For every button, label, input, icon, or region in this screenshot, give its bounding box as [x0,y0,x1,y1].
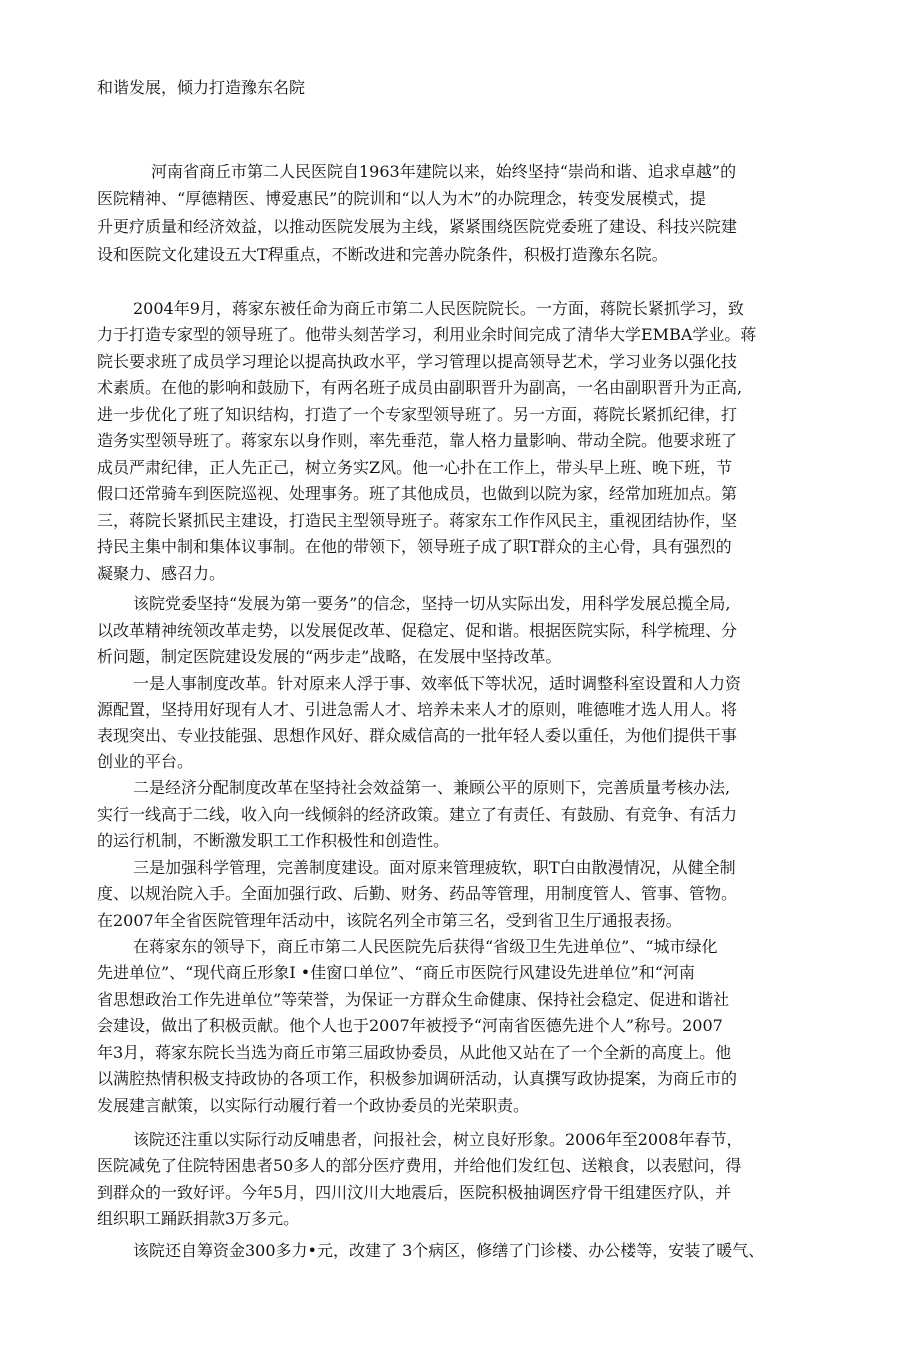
body-line: 析问题，制定医院建设发展的“两步走”战略，在发展中坚持改革。 [97,647,562,666]
body-line: 省思想政治工作先进单位”等荣誉，为保证一方群众生命健康、保持社会稳定、促进和谐社 [97,990,730,1009]
body-line: 2004年9月，蒋家东被任命为商丘市第二人民医院院长。一方面，蒋院长紧抓学习，致 [133,299,744,318]
body-line: 的运行机制，不断激发职工工作积极性和创造性。 [97,831,450,850]
body-line: 在2007年全省医院管理年活动中，该院名列全市第三名，受到省卫生厅通报表扬。 [97,911,682,930]
body-line: 先进单位”、“现代商丘形象I •佳窗口单位”、“商丘市医院行风建设先进单位”和“河南 [97,963,695,982]
body-line: 三，蒋院长紧抓民主建设，打造民主型领导班子。蒋家东工作作风民主，重视团结协作，坚 [97,511,738,530]
body-line: 进一步优化了班了知识结构，打造了一个专家型领导班了。另一方面，蒋院长紧抓纪律，打 [97,405,738,424]
body-line: 年3月，蒋家东院长当选为商丘市第三届政协委员，从此他又站在了一个全新的高度上。他 [97,1043,732,1062]
body-line: 升更疗质量和经济效益，以推动医院发展为主线，紧紧围绕医院党委班了建设、科技兴院建 [97,217,738,236]
body-line: 以改革精神统领改革走势，以发展促改革、促稳定、促和谐。根据医院实际，科学梳理、分 [97,621,738,640]
body-line: 表现突出、专业技能强、思想作风好、群众威信高的一批年轻人委以重任，为他们提供干事 [97,726,738,745]
body-line: 该院还自筹资金300多力•元，改建了 3个病区，修缮了门诊楼、办公楼等，安装了暖气、 [133,1241,765,1260]
body-line: 院长要求班了成员学习理论以提高执政水平，学习管理以提高领导艺术，学习业务以强化技 [97,352,738,371]
body-line: 医院减免了住院特困患者50多人的部分医疗费用，并给他们发红包、送粮食，以表慰问，得 [97,1156,742,1175]
body-line: 组织职工踊跃捐款3万多元。 [97,1209,300,1228]
body-line: 凝聚力、感召力。 [97,564,226,583]
body-line: 三是加强科学管理，完善制度建设。面对原来管理疲软，职T白由散漫情况，从健全制 [133,858,736,877]
body-line: 医院精神、“厚德精医、博爱惠民”的院训和“以人为木”的办院理念，转变发展模式，提 [97,189,706,208]
body-line: 源配置，坚持用好现有人才、引进急需人才、培养未来人才的原则，唯德唯才选人用人。将 [97,700,738,719]
body-line: 术素质。在他的影响和鼓励下，有两名班子成员由副职晋升为副高，一名由副职晋升为正高, [97,378,743,397]
body-line: 到群众的一致好评。今年5月，四川汶川大地震后，医院积极抽调医疗骨干组建医疗队，并 [97,1183,732,1202]
body-line: 在蒋家东的领导下，商丘市第二人民医院先后获得“省级卫生先进单位”、“城市绿化 [133,937,718,956]
body-line: 实行一线高于二线，收入向一线倾斜的经济政策。建立了有责任、有鼓励、有竞争、有活力 [97,805,738,824]
body-line: 会建设，做出了积极贡献。他个人也于2007年被授予“河南省医德先进个人”称号。2007 [97,1016,723,1035]
body-line: 以满腔热情积极支持政协的各项工作，积极参加调研活动，认真撰写政协提案，为商丘市的 [97,1069,738,1088]
body-line: 该院党委坚持“发展为第一要务”的信念，坚持一切从实际出发，用科学发展总揽全局, [133,594,731,613]
body-line: 发展建言献策，以实际行动履行着一个政协委员的光荣职责。 [97,1096,530,1115]
body-line: 河南省商丘市第二人民医院自1963年建院以来，始终坚持“崇尚和谐、追求卓越”的 [151,162,737,181]
body-line: 一是人事制度改革。针对原来人浮于事、效率低下等状况，适时调整科室设置和人力资 [133,674,742,693]
body-line: 力于打造专家型的领导班了。他带头刻苦学习，利用业余时间完成了清华大学EMBA学业。蒋 [97,325,757,344]
body-line: 持民主集中制和集体议事制。在他的带领下，领导班子成了职T群众的主心骨，具有强烈的 [97,537,732,556]
body-line: 度、以规治院入手。全面加强行政、后勤、财务、药品等管理，用制度管人、管事、管物。 [97,884,738,903]
body-line: 设和医院文化建设五大T稈重点，不断改进和完善办院条件，积极打造豫东名院。 [97,245,668,264]
body-line: 创业的平台。 [97,752,194,771]
body-line: 造务实型领导班了。蒋家东以身作则，率先垂范，靠人格力量影响、带动全院。他要求班了 [97,431,738,450]
document-title: 和谐发展，倾力打造豫东名院 [97,78,306,97]
body-line: 假口还常骑车到医院巡视、处理事务。班了其他成员，也做到以院为家，经常加班加点。第 [97,484,738,503]
body-line: 该院还注重以实际行动反哺患者，问报社会，树立良好形象。2006年至2008年春节， [133,1130,743,1149]
body-line: 成员严肃纪律，正人先正己，树立务实Z风。他一心扑在工作上，带头早上班、晚下班，节 [97,458,733,477]
body-line: 二是经济分配制度改革在坚持社会效益第一、兼顾公平的原则下，完善质量考核办法, [133,778,731,797]
